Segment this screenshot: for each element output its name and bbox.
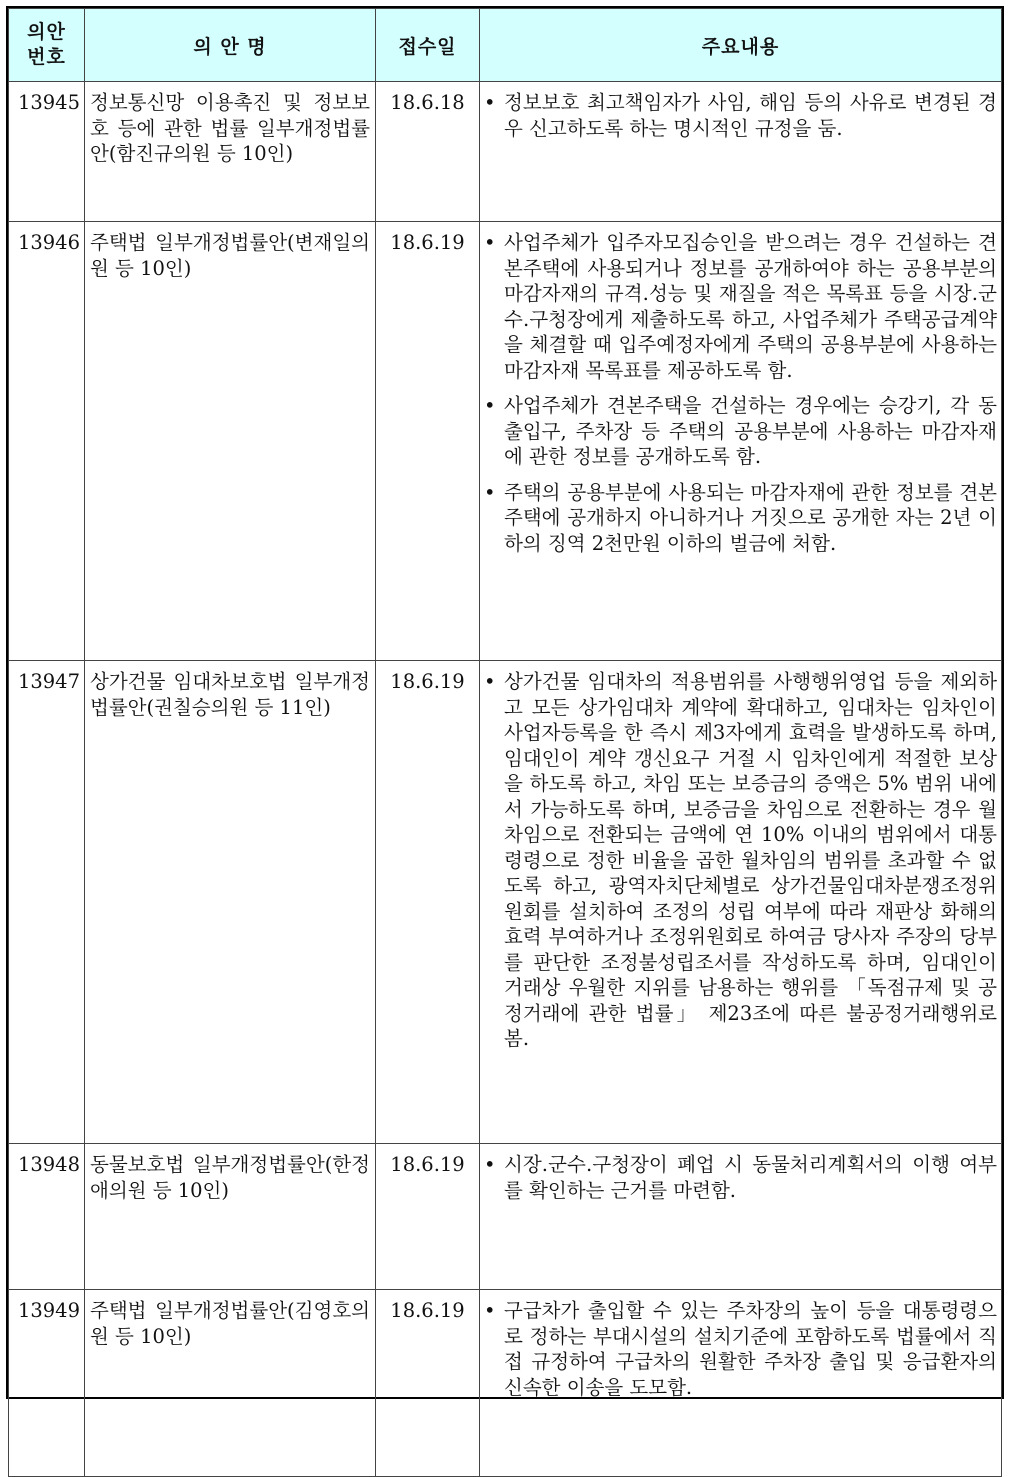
bill-table [8, 8, 1002, 1477]
header-bill-number-line2: 번호 [27, 46, 66, 68]
bill-summary [480, 82, 1002, 222]
summary-item [484, 230, 997, 383]
header-bill-name: 의 안 명 [85, 9, 376, 82]
header-received-date: 접수일 [376, 9, 480, 82]
summary-item [484, 480, 997, 557]
bullet-icon: • [484, 394, 496, 417]
summary-text: 사업주체가 입주자모집승인을 받으려는 경우 건설하는 견본주택에 사용되거나 정보를 공개하여야 하는 공용부분의 마감자재의 규격․성능 및 재질을 적은 목록표 등을 시장․군수․구청장에게 제출하도록 하고, 사업주체가 주택공급계약을 체결할 때 입주예정자에게 주택의 공용부분에 사용하는 마감자재 목록표를 제공하도록 함. [504, 231, 997, 382]
bill-name: 상가건물 임대차보호법 일부개정법률안(권칠승의원 등 11인) [85, 661, 376, 1144]
bill-number: 13946 [9, 222, 85, 661]
bill-name: 주택법 일부개정법률안(김영호의원 등 10인) [85, 1290, 376, 1477]
summary-text: 정보보호 최고책임자가 사임, 해임 등의 사유로 변경된 경우 신고하도록 하는 명시적인 규정을 둠. [504, 91, 997, 140]
bill-summary [480, 661, 1002, 1144]
bullet-icon: • [484, 231, 496, 254]
summary-item [484, 1298, 997, 1400]
bill-number: 13947 [9, 661, 85, 1144]
table-row [9, 82, 1002, 222]
bill-name: 동물보호법 일부개정법률안(한정애의원 등 10인) [85, 1144, 376, 1290]
received-date: 18.6.19 [376, 1290, 480, 1477]
bullet-icon: • [484, 670, 496, 693]
header-summary: 주요내용 [480, 9, 1002, 82]
table-header-row [9, 9, 1002, 82]
received-date: 18.6.19 [376, 1144, 480, 1290]
header-bill-number [9, 9, 85, 82]
summary-item [484, 1152, 997, 1203]
bill-summary [480, 222, 1002, 661]
summary-text: 주택의 공용부분에 사용되는 마감자재에 관한 정보를 견본주택에 공개하지 아니하거나 거짓으로 공개한 자는 2년 이하의 징역 2천만원 이하의 벌금에 처함. [504, 480, 997, 555]
bill-number: 13945 [9, 82, 85, 222]
summary-item [484, 90, 997, 141]
summary-text: 구급차가 출입할 수 있는 주차장의 높이 등을 대통령령으로 정하는 부대시설의 설치기준에 포함하도록 법률에서 직접 규정하여 구급차의 원활한 주차장 출입 및 응급환자의 신속한 이송을 도모함. [504, 1299, 997, 1399]
summary-text: 상가건물 임대차의 적용범위를 사행행위영업 등을 제외하고 모든 상가임대차 계약에 확대하고, 임대차는 임차인이 사업자등록을 한 즉시 제3자에게 효력을 발생하도록 하며, 임대인이 계약 갱신요구 거절 시 임차인에게 적절한 보상을 하도록 하고, 차임 또는 보증금의 증액은 5% 범위 내에서 가능하도록 하며, 보증금을 차임으로 전환하는 경우 월차임으로 전환되는 금액에 연 10% 이내의 범위에서 대통령령으로 정한 비율을 곱한 월차임의 범위를 초과할 수 없도록 하고, 광역자치단체별로 상가건물임대차분쟁조정위원회를 설치하여 조정의 성립 여부에 따라 재판상 화해의 효력 부여하거나 조정위원회로 하여금 당사자 주장의 당부를 판단한 조정불성립조서를 작성하도록 하며, 임대인이 거래상 우월한 지위를 남용하는 행위를 「독점규제 및 공정거래에 관한 법률」 제23조에 따른 불공정거래행위로 봄. [504, 670, 997, 1050]
table-row [9, 1290, 1002, 1477]
table-row [9, 222, 1002, 661]
table-row [9, 661, 1002, 1144]
received-date: 18.6.19 [376, 222, 480, 661]
bill-number: 13948 [9, 1144, 85, 1290]
bill-summary [480, 1144, 1002, 1290]
bullet-icon: • [484, 480, 496, 504]
bill-name: 정보통신망 이용촉진 및 정보보호 등에 관한 법률 일부개정법률안(함진규의원 등 10인) [85, 82, 376, 222]
received-date: 18.6.18 [376, 82, 480, 222]
summary-text: 시장․군수․구청장이 폐업 시 동물처리계획서의 이행 여부를 확인하는 근거를 마련함. [504, 1153, 997, 1202]
summary-text: 사업주체가 견본주택을 건설하는 경우에는 승강기, 각 동 출입구, 주차장 등 주택의 공용부분에 사용하는 마감자재에 관한 정보를 공개하도록 함. [504, 394, 997, 468]
bullet-icon: • [484, 1153, 496, 1176]
summary-item [484, 669, 997, 1052]
bill-list-document [6, 6, 1004, 1399]
bullet-icon: • [484, 91, 496, 114]
bill-summary [480, 1290, 1002, 1477]
header-bill-number-line1: 의안 [27, 21, 66, 43]
table-row [9, 1144, 1002, 1290]
summary-item [484, 393, 997, 470]
received-date: 18.6.19 [376, 661, 480, 1144]
bill-name: 주택법 일부개정법률안(변재일의원 등 10인) [85, 222, 376, 661]
bullet-icon: • [484, 1299, 496, 1322]
bill-number: 13949 [9, 1290, 85, 1477]
